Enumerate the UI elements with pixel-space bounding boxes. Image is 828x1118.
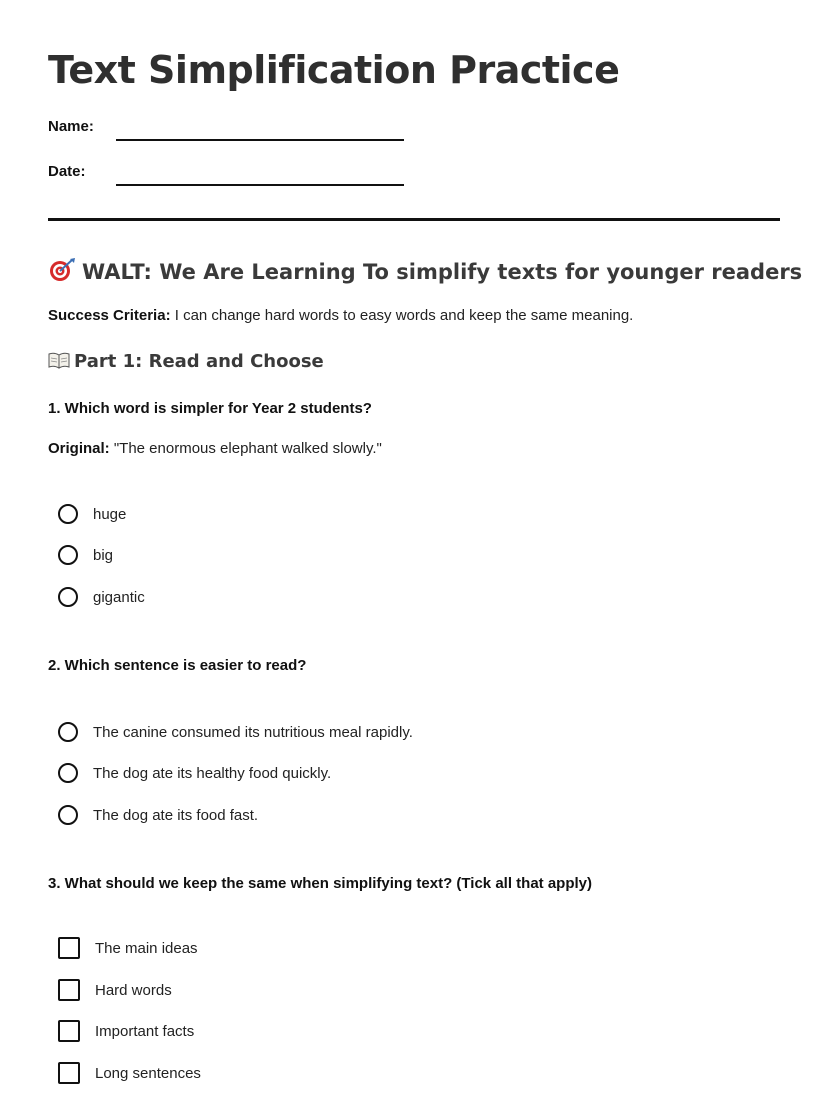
target-icon: [48, 258, 76, 287]
part1-title: Part 1: Read and Choose: [74, 351, 324, 372]
q1-option-gigantic[interactable]: [58, 585, 145, 609]
checkbox[interactable]: [58, 1020, 80, 1042]
name-line[interactable]: [116, 139, 404, 141]
success-criteria-label: Success Criteria:: [48, 307, 171, 324]
original-label: Original:: [48, 440, 110, 457]
question-1-original: [48, 440, 382, 457]
name-label: Name:: [48, 118, 94, 135]
option-label: Hard words: [95, 981, 172, 999]
question-1-prompt: 1. Which word is simpler for Year 2 students?: [48, 400, 372, 417]
question-3-prompt: 3. What should we keep the same when simplifying text? (Tick all that apply): [48, 875, 592, 892]
original-text: "The enormous elephant walked slowly.": [109, 440, 382, 457]
checkbox[interactable]: [58, 937, 80, 959]
name-field[interactable]: [48, 118, 408, 142]
success-criteria: [48, 307, 633, 324]
question-2-prompt: 2. Which sentence is easier to read?: [48, 657, 307, 674]
q3-option-hard-words[interactable]: [58, 978, 172, 1002]
checkbox[interactable]: [58, 979, 80, 1001]
q3-option-main-ideas[interactable]: [58, 936, 198, 960]
success-criteria-text: I can change hard words to easy words and keep the same meaning.: [170, 307, 634, 324]
option-label: Important facts: [95, 1022, 195, 1040]
q3-option-important-facts[interactable]: [58, 1019, 194, 1043]
page-title: Text Simplification Practice: [48, 48, 620, 92]
walt-heading: [48, 258, 802, 287]
q2-option-3[interactable]: [58, 803, 258, 827]
date-line[interactable]: [116, 184, 404, 186]
option-label: The canine consumed its nutritious meal rapidly.: [93, 723, 413, 741]
open-book-icon: [48, 351, 70, 374]
option-label: Long sentences: [95, 1064, 201, 1082]
option-label: The dog ate its food fast.: [93, 806, 259, 824]
q1-option-big[interactable]: [58, 543, 113, 567]
radio-button[interactable]: [58, 763, 78, 783]
checkbox[interactable]: [58, 1062, 80, 1084]
q1-option-huge[interactable]: [58, 502, 126, 526]
option-label: gigantic: [93, 588, 145, 606]
header-divider: [48, 218, 780, 221]
q2-option-1[interactable]: [58, 720, 413, 744]
option-label: The main ideas: [95, 939, 198, 957]
radio-button[interactable]: [58, 805, 78, 825]
radio-button[interactable]: [58, 504, 78, 524]
part1-heading: [48, 351, 324, 374]
option-label: The dog ate its healthy food quickly.: [93, 764, 332, 782]
q3-option-long-sentences[interactable]: [58, 1061, 201, 1085]
radio-button[interactable]: [58, 722, 78, 742]
walt-text: WALT: We Are Learning To simplify texts for younger readers: [82, 260, 803, 284]
radio-button[interactable]: [58, 587, 78, 607]
option-label: huge: [93, 505, 127, 523]
date-label: Date:: [48, 163, 86, 180]
radio-button[interactable]: [58, 545, 78, 565]
date-field[interactable]: [48, 163, 408, 187]
option-label: big: [93, 546, 114, 564]
q2-option-2[interactable]: [58, 761, 331, 785]
